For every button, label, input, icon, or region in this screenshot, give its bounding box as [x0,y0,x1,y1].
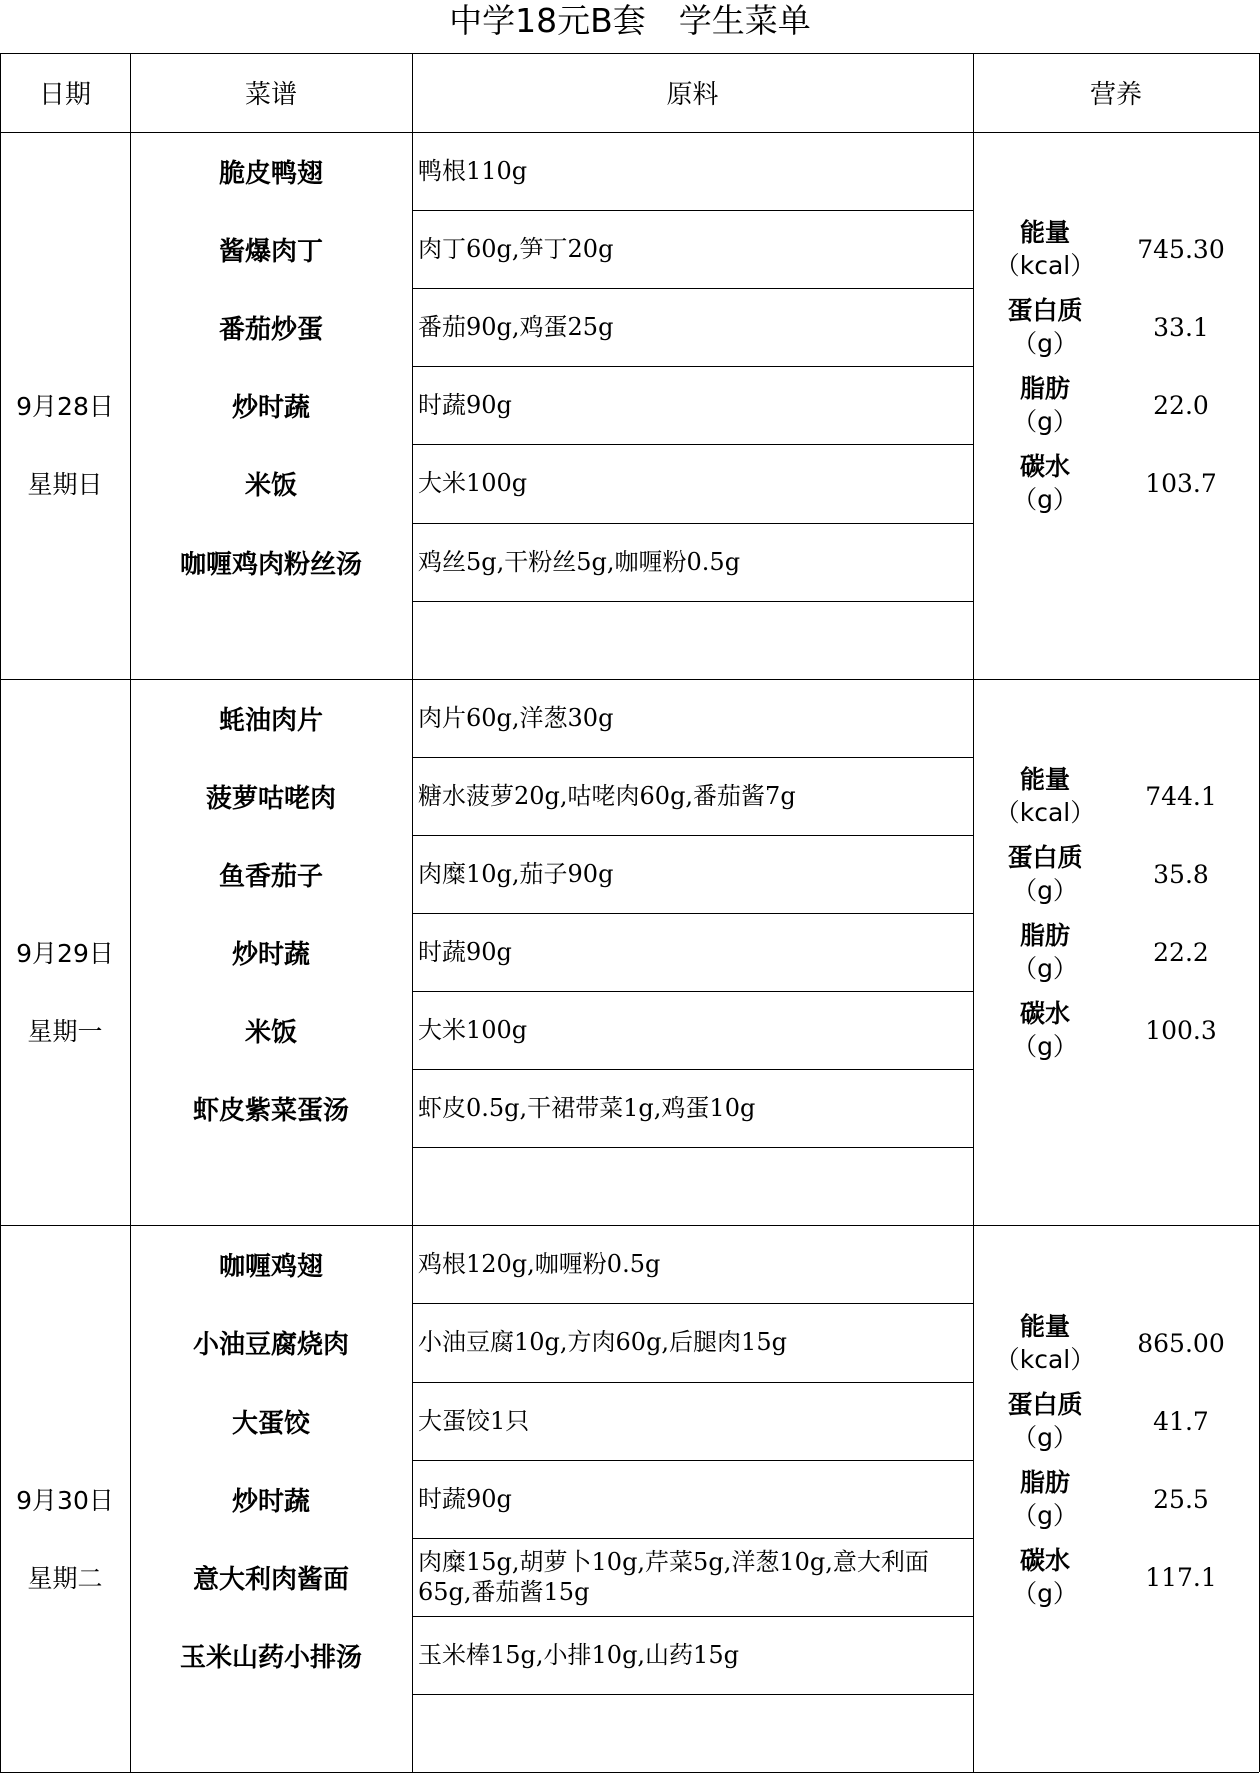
nutrient-unit: （g） [1012,954,1078,983]
dish-name: 米饭 [244,1017,297,1048]
ingredient-text: 小油豆腐10g,方肉60g,后腿肉15g [418,1328,787,1356]
nutrient-unit: （g） [1012,1501,1078,1530]
dish-name: 咖喱鸡翅 [218,1251,323,1282]
dish-name: 菠萝咕咾肉 [205,783,336,814]
page-title: 中学18元B套 学生菜单 [449,1,811,40]
nutrient-name: 脂肪 [1019,921,1070,950]
ingredient-text: 时蔬90g [418,938,512,966]
nutrient-name: 能量 [1019,1312,1070,1341]
nutrition-label [990,1385,1100,1457]
ingredient-text: 番茄90g,鸡蛋25g [418,313,614,341]
dish-name: 酱爆肉丁 [218,236,323,267]
date-label: 9月28日 [16,392,114,421]
dish-name: 意大利肉酱面 [192,1564,349,1595]
nutrition-label [990,447,1100,519]
dish-name: 番茄炒蛋 [218,314,323,345]
nutrient-name: 蛋白质 [1007,843,1083,872]
date-label: 9月29日 [16,939,114,968]
ingredient-text: 肉丁60g,笋丁20g [418,235,614,263]
nutrient-value: 745.30 [1137,234,1225,264]
dish-name: 咖喱鸡肉粉丝汤 [179,549,362,580]
nutrient-name: 脂肪 [1019,1468,1070,1497]
nutrient-name: 蛋白质 [1007,296,1083,325]
nutrient-unit: （g） [1012,1032,1078,1061]
ingredient-text: 大蛋饺1只 [418,1407,530,1435]
dish-name: 鱼香茄子 [218,861,323,892]
dish-name: 米饭 [244,470,297,501]
ingredient-row-divider [412,601,973,602]
weekday-label: 星期日 [27,470,103,499]
dish-name: 玉米山药小排汤 [179,1642,362,1673]
nutrient-unit: （g） [1012,1423,1078,1452]
dish-name: 炒时蔬 [231,1486,310,1517]
nutrient-value: 22.0 [1153,390,1209,420]
ingredient-text: 鸡根120g,咖喱粉0.5g [418,1250,661,1278]
nutrition-label [990,369,1100,441]
nutrition-label [990,291,1100,363]
nutrient-name: 能量 [1019,765,1070,794]
ingredient-text: 时蔬90g [418,391,512,419]
ingredient-row-divider [412,1147,973,1148]
nutrient-unit: （g） [1012,876,1078,905]
nutrition-label [990,1307,1100,1379]
ingredient-text: 肉糜10g,茄子90g [418,860,614,888]
nutrient-name: 碳水 [1019,1546,1070,1575]
nutrient-value: 22.2 [1153,937,1209,967]
nutrient-unit: （kcal） [994,798,1096,827]
ingredient-row-divider [412,1694,973,1695]
date-label: 9月30日 [16,1486,114,1515]
nutrient-value: 35.8 [1153,859,1209,889]
nutrient-name: 碳水 [1019,999,1070,1028]
column-header: 菜谱 [244,80,297,110]
nutrient-name: 能量 [1019,218,1070,247]
nutrient-name: 碳水 [1019,452,1070,481]
nutrient-unit: （g） [1012,1579,1078,1608]
day-divider [0,1772,1259,1773]
nutrient-value: 103.7 [1145,468,1217,498]
nutrition-label [990,1463,1100,1535]
nutrition-label [990,838,1100,910]
nutrient-value: 100.3 [1145,1015,1217,1045]
nutrient-value: 33.1 [1153,312,1209,342]
column-divider [973,53,974,1772]
nutrient-unit: （g） [1012,485,1078,514]
column-header: 营养 [1089,80,1142,110]
dish-name: 炒时蔬 [231,939,310,970]
nutrient-value: 865.00 [1137,1328,1225,1358]
ingredient-text: 糖水菠萝20g,咕咾肉60g,番茄酱7g [418,782,796,810]
dish-name: 炒时蔬 [231,392,310,423]
nutrition-label [990,994,1100,1066]
ingredient-text: 鸭根110g [418,157,528,185]
nutrient-unit: （g） [1012,407,1078,436]
dish-name: 虾皮紫菜蛋汤 [192,1095,349,1126]
nutrition-label [990,213,1100,285]
dish-name: 脆皮鸭翅 [218,158,323,189]
nutrient-name: 蛋白质 [1007,1390,1083,1419]
nutrient-value: 41.7 [1153,1406,1209,1436]
nutrient-value: 117.1 [1145,1562,1217,1592]
nutrient-unit: （g） [1012,329,1078,358]
nutrient-unit: （kcal） [994,1345,1096,1374]
ingredient-text: 大米100g [418,1016,528,1044]
nutrition-label [990,1541,1100,1613]
dish-name: 蚝油肉片 [218,705,323,736]
nutrient-value: 25.5 [1153,1484,1209,1514]
dish-name: 大蛋饺 [231,1408,310,1439]
ingredient-text: 时蔬90g [418,1485,512,1513]
ingredient-text: 鸡丝5g,干粉丝5g,咖喱粉0.5g [418,548,741,576]
ingredient-text: 虾皮0.5g,干裙带菜1g,鸡蛋10g [418,1094,756,1122]
nutrient-name: 脂肪 [1019,374,1070,403]
nutrient-value: 744.1 [1145,781,1217,811]
ingredient-text: 肉糜15g,胡萝卜10g,芹菜5g,洋葱10g,意大利面65g,番茄酱15g [418,1548,929,1606]
weekday-label: 星期一 [27,1017,103,1046]
nutrition-label [990,760,1100,832]
column-header: 原料 [666,80,719,110]
dish-name: 小油豆腐烧肉 [192,1329,349,1360]
ingredient-text: 肉片60g,洋葱30g [418,704,614,732]
nutrition-label [990,916,1100,988]
column-header: 日期 [38,80,91,110]
nutrient-unit: （kcal） [994,251,1096,280]
table-top-border [0,53,1259,54]
weekday-label: 星期二 [27,1564,103,1593]
ingredient-text: 大米100g [418,469,528,497]
ingredient-text: 玉米棒15g,小排10g,山药15g [418,1641,739,1669]
